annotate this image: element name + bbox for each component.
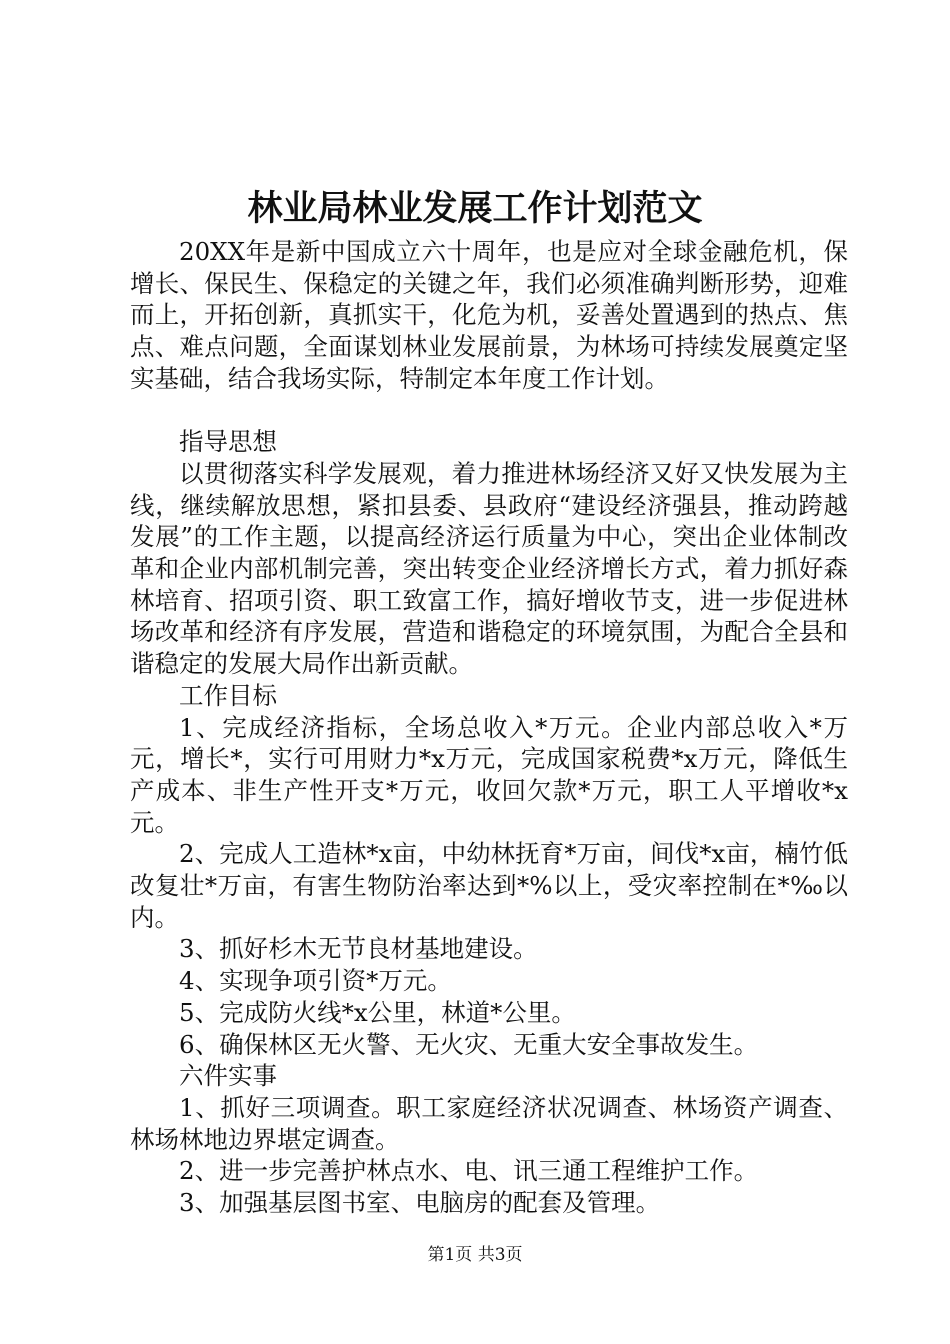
- guiding-thought-paragraph: 以贯彻落实科学发展观，着力推进林场经济又好又快发展为主线，继续解放思想，紧扣县委、县政府“建设经济强县，推动跨越发展”的工作主题，以提高经济运行质量为中心，突出企业体制改革和企业内部机制完善，突出转变企业经济增长方式，着力抓好森林培育、招项引资、职工致富工作，搞好增收节支，进一步促进林场改革和经济有序发展，营造和谐稳定的环境氛围，为配合全县和谐稳定的发展大局作出新贡献。: [130, 458, 848, 679]
- goal-item: 1、完成经济指标，全场总收入*万元。企业内部总收入*万元，增长*，实行可用财力*x万元，完成国家税费*x万元，降低生产成本、非生产性开支*万元，收回欠款*万元，职工人平增收*x元。: [130, 712, 848, 837]
- task-item: 2、进一步完善护林点水、电、讯三通工程维护工作。: [179, 1156, 759, 1186]
- task-item: 3、加强基层图书室、电脑房的配套及管理。: [179, 1188, 661, 1218]
- task-item: 1、抓好三项调查。职工家庭经济状况调查、林场资产调查、林场林地边界堪定调查。: [130, 1092, 848, 1154]
- section-heading-work-goals: 工作目标: [179, 680, 277, 710]
- goal-item: 2、完成人工造林*x亩，中幼林抚育*万亩，间伐*x亩，楠竹低改复壮*万亩，有害生物防治率达到*%以上，受灾率控制在*‰以内。: [130, 839, 848, 932]
- paragraph-gap: [130, 395, 848, 427]
- goal-item: 4、实现争项引资*万元。: [179, 966, 452, 996]
- goal-item: 6、确保林区无火警、无火灾、无重大安全事故发生。: [179, 1029, 759, 1059]
- page-footer: 第1页 共3页: [427, 1245, 523, 1265]
- document-body: [130, 236, 848, 1219]
- section-heading-six-tasks: 六件实事: [179, 1061, 277, 1091]
- document-title: 林业局林业发展工作计划范文: [247, 188, 703, 229]
- intro-paragraph: 20XX年是新中国成立六十周年，也是应对全球金融危机，保增长、保民生、保稳定的关键之年，我们必须准确判断形势，迎难而上，开拓创新，真抓实干，化危为机，妥善处置遇到的热点、焦点、难点问题，全面谋划林业发展前景，为林场可持续发展奠定坚实基础，结合我场实际，特制定本年度工作计划。: [130, 237, 848, 393]
- goal-item: 5、完成防火线*x公里，林道*公里。: [179, 997, 576, 1027]
- goal-item: 3、抓好杉木无节良材基地建设。: [179, 934, 538, 964]
- section-heading-guiding-thought: 指导思想: [179, 427, 277, 457]
